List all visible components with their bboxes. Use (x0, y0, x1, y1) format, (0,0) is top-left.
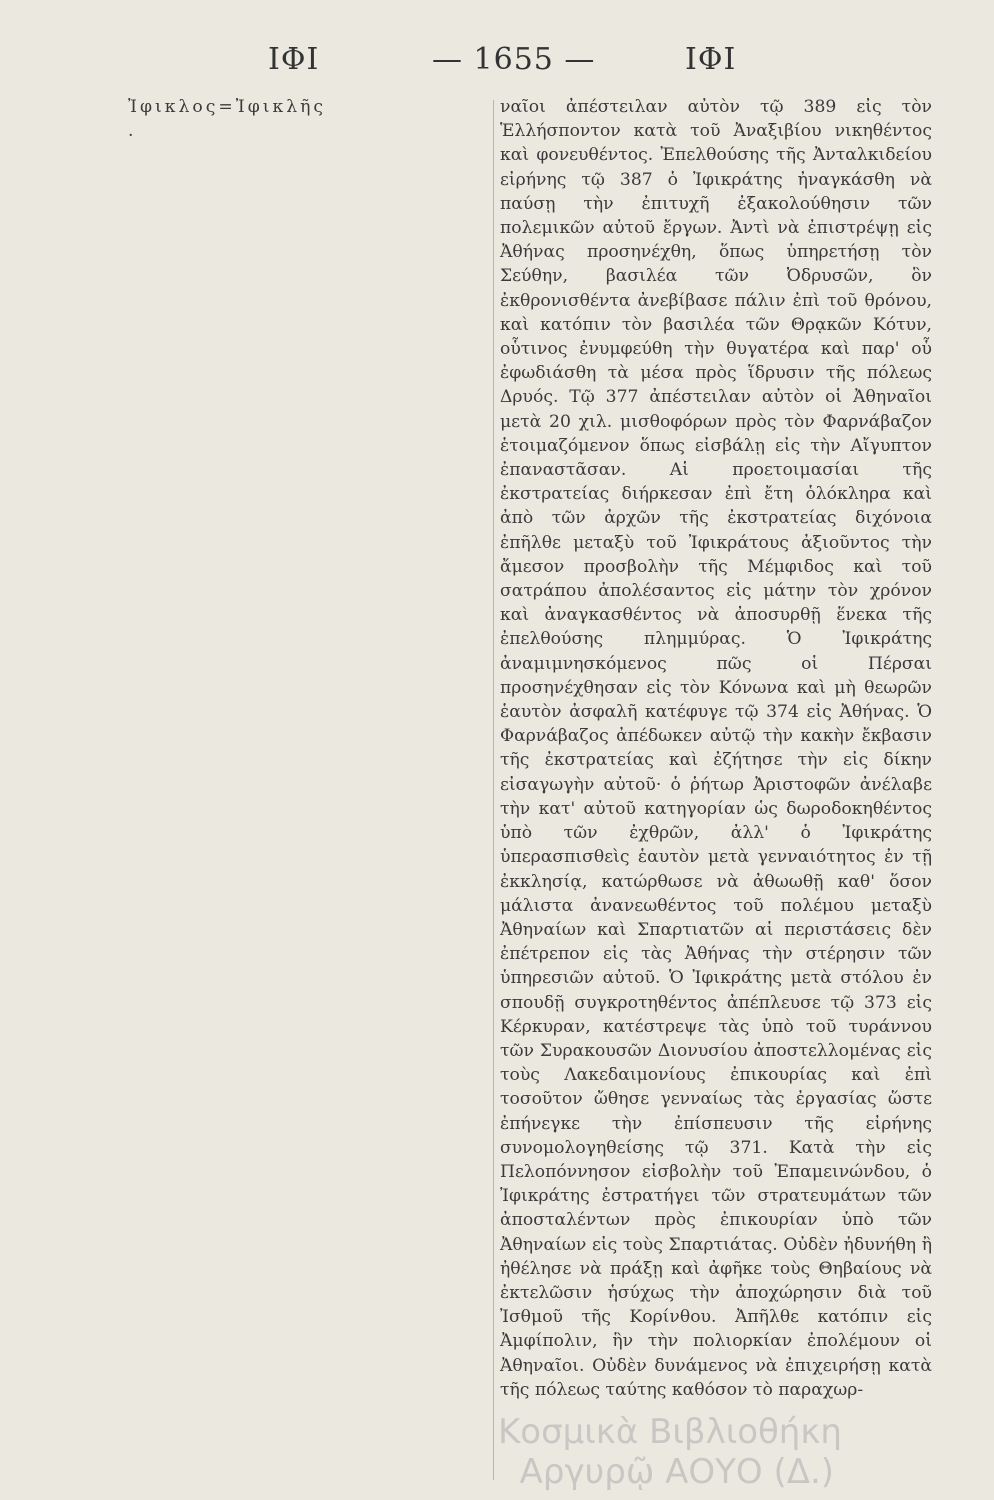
header-left-guide-word: ΙΦΙ (268, 42, 320, 77)
left-column-body (108, 95, 488, 143)
right-column (500, 95, 932, 1402)
entry-body: . (128, 121, 134, 142)
library-watermark: Κοσμικὰ Βιβλιοθήκη Αργυρῷ ΑΟΥΟ (Δ.) (498, 1412, 842, 1492)
left-column (108, 95, 488, 143)
header-right-guide-word: ΙΦΙ (685, 42, 737, 77)
page-header (0, 42, 994, 82)
page-number: — 1655 — (432, 42, 596, 77)
right-column-text: ναῖοι ἀπέστειλαν αὐτὸν τῷ 389 εἰς τὸν Ἑλλήσποντον κατὰ τοῦ Ἀναξιβίου νικηθέντος καὶ φονευθέντος. Ἐπελθούσης τῆς Ἀνταλκιδείου εἰρήνης τῷ 387 ὁ Ἰφικράτης ἠναγκάσθη νὰ παύσῃ τὴν ἐπιτυχῆ ἐξακολούθησιν τῶν πολεμικῶν αὐτοῦ ἔργων. Ἀντὶ νὰ ἐπιστρέψῃ εἰς Ἀθήνας προσηνέχθη, ὅπως ὑπηρετήσῃ τὸν Σεύθην, βασιλέα τῶν Ὀδρυσῶν, ὃν ἐκθρονισθέντα ἀνεβίβασε πάλιν ἐπὶ τοῦ θρόνου, καὶ κατόπιν τὸν βασιλέα τῶν Θρᾳκῶν Κότυν, οὗτινος ἐνυμφεύθη τὴν θυγατέρα καὶ παρ' οὗ ἐφωδιάσθη τὰ μέσα πρὸς ἵδρυσιν τῆς πόλεως Δρυός. Τῷ 377 ἀπέστειλαν αὐτὸν οἱ Ἀθηναῖοι μετὰ 20 χιλ. μισθοφόρων πρὸς τὸν Φαρνάβαζον ἑτοιμαζόμενον ὅπως εἰσβάλῃ εἰς τὴν Αἴγυπτον ἐπαναστᾶσαν. Αἱ προετοιμασίαι τῆς ἐκστρατείας διήρκεσαν ἐπὶ ἔτη ὁλόκληρα καὶ ἀπὸ τῶν ἀρχῶν τῆς ἐκστρατείας διχόνοια ἐπῆλθε μεταξὺ τοῦ Ἰφικράτους ἀξιοῦντος τὴν ἄμεσον προσβολὴν τῆς Μέμφιδος καὶ τοῦ σατράπου ἀπολέσαντος εἰς μάτην τὸν χρόνον καὶ ἀναγκασθέντος νὰ ἀποσυρθῇ ἕνεκα τῆς ἐπελθούσης πλημμύρας. Ὁ Ἰφικράτης ἀναμιμνησκόμενος πῶς οἱ Πέρσαι προσηνέχθησαν εἰς τὸν Κόνωνα καὶ μὴ θεωρῶν ἑαυτὸν ἀσφαλῆ κατέφυγε τῷ 374 εἰς Ἀθήνας. Ὁ Φαρνάβαζος ἀπέδωκεν αὐτῷ τὴν κακὴν ἔκβασιν τῆς ἐκστρατείας καὶ ἐζήτησε τὴν εἰς δίκην εἰσαγωγὴν αὐτοῦ· ὁ ῥήτωρ Ἀριστοφῶν ἀνέλαβε τὴν κατ' αὐτοῦ κατηγορίαν ὡς δωροδοκηθέντος ὑπὸ τῶν ἐχθρῶν, ἀλλ' ὁ Ἰφικράτης ὑπερασπισθεὶς ἑαυτὸν μετὰ γενναιότητος ἐν τῇ ἐκκλησίᾳ, κατώρθωσε νὰ ἀθωωθῇ καθ' ὅσον μάλιστα ἀνανεωθέντος τοῦ πολέμου μεταξὺ Ἀθηναίων καὶ Σπαρτιατῶν αἱ περιστάσεις δὲν ἐπέτρεπον εἰς τὰς Ἀθήνας τὴν στέρησιν τῶν ὑπηρεσιῶν αὐτοῦ. Ὁ Ἰφικράτης μετὰ στόλου ἐν σπουδῇ συγκροτηθέντος ἀπέπλευσε τῷ 373 εἰς Κέρκυραν, κατέστρεψε τὰς ὑπὸ τοῦ τυράννου τῶν Συρακουσῶν Διονυσίου ἀποστελλομένας εἰς τοὺς Λακεδαιμονίους ἐπικουρίας καὶ ἐπὶ τοσοῦτον ὤθησε γενναίως τὰς ἐργασίας ὥστε ἐπήνεγκε τὴν ἐπίσπευσιν τῆς εἰρήνης συνομολογηθείσης τῷ 371. Κατὰ τὴν εἰς Πελοπόννησον εἰσβολὴν τοῦ Ἐπαμεινώνδου, ὁ Ἰφικράτης ἐστρατήγει τῶν στρατευμάτων τῶν ἀποσταλέντων πρὸς ἐπικουρίαν ὑπὸ τῶν Ἀθηναίων εἰς τοὺς Σπαρτιάτας. Οὐδὲν ἠδυνήθη ἢ ἠθέλησε νὰ πράξῃ καὶ ἀφῆκε τοὺς Θηβαίους νὰ ἐκτελῶσιν ἡσύχως τὴν ἀποχώρησιν διὰ τοῦ Ἰσθμοῦ τῆς Κορίνθου. Ἀπῆλθε κατόπιν εἰς Ἀμφίπολιν, ἣν τὴν πολιορκίαν ἐπολέμουν οἱ Ἀθηναῖοι. Οὐδὲν δυνάμενος νὰ ἐπιχειρήσῃ κατὰ τῆς πόλεως ταύτης καθόσον τὸ παραχωρ- (500, 97, 932, 1400)
column-divider (493, 100, 494, 1480)
entry-crossref: Ἰφικλος=Ἰφικλῆς (128, 97, 327, 117)
